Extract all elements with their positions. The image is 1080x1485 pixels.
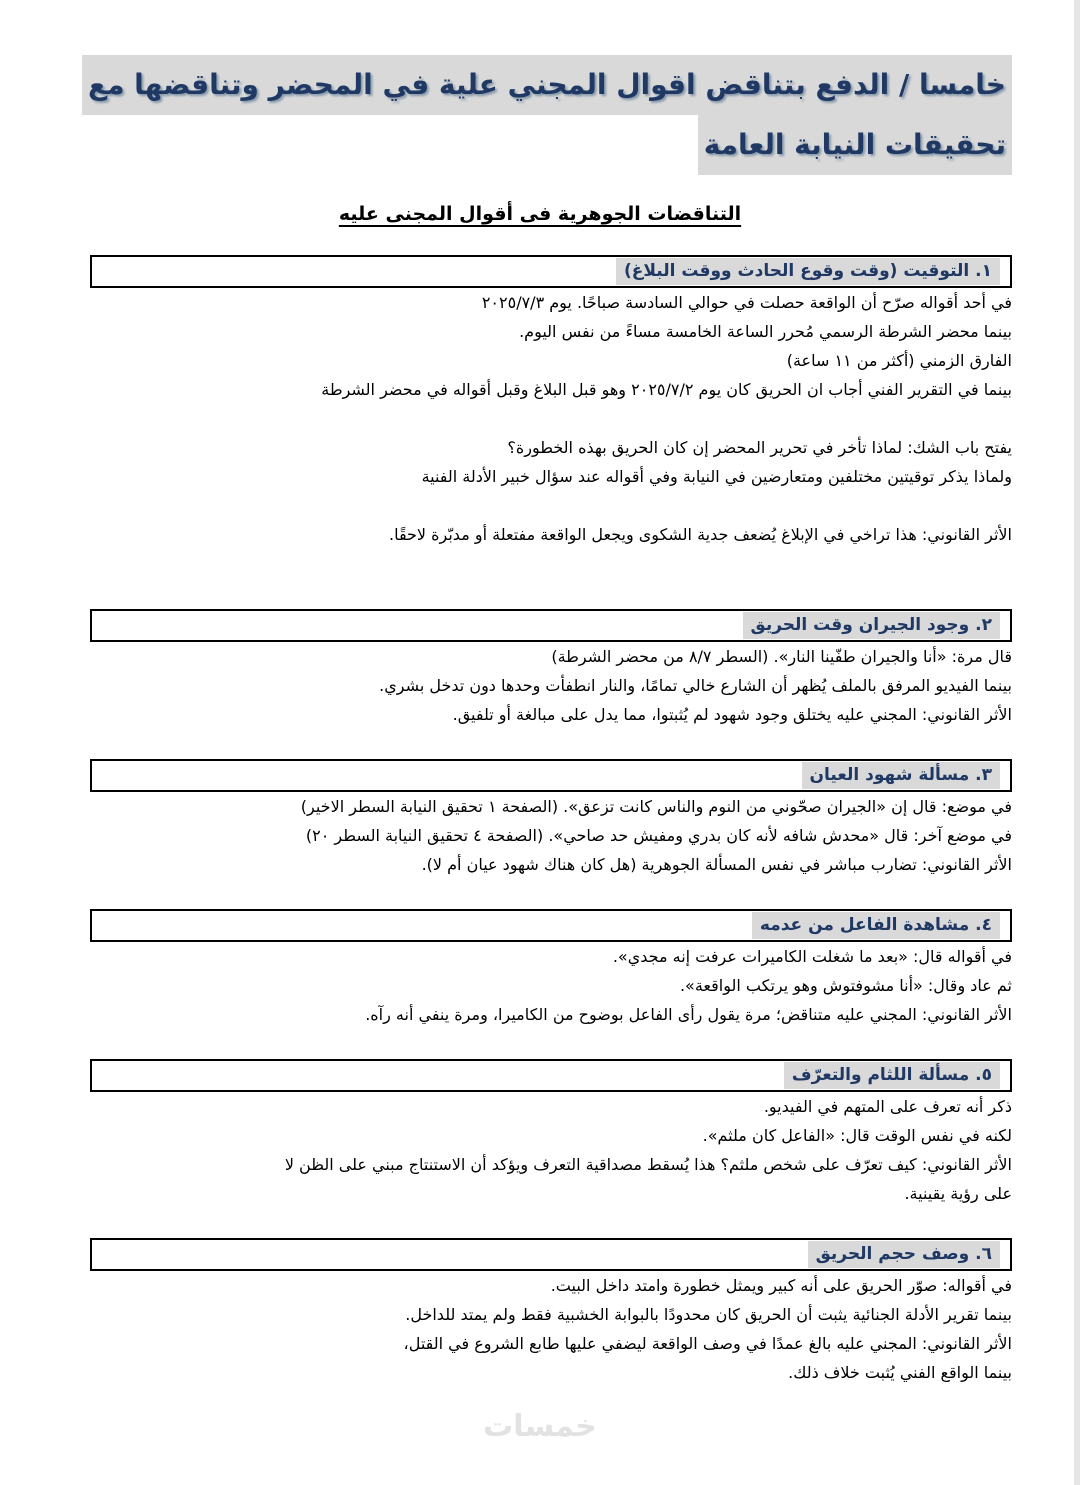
section-body	[68, 642, 1012, 729]
body-line: في أقواله: صوّر الحريق على أنه كبير ويمثل خطورة وامتد داخل البيت.	[550, 1276, 1012, 1295]
body-line: الأثر القانوني: تضارب مباشر في نفس المسألة الجوهرية (هل كان هناك شهود عيان أم لا).	[421, 855, 1012, 874]
body-line: الأثر القانوني: هذا تراخي في الإبلاغ يُضعف جدية الشكوى ويجعل الواقعة مفتعلة أو مدبّرة لاحقًا.	[388, 525, 1012, 544]
body-line: على رؤية يقينية.	[904, 1184, 1012, 1203]
section-2	[68, 609, 1012, 729]
body-line: ثم عاد وقال: «أنا مشوفتوش وهو يرتكب الواقعة».	[679, 976, 1012, 995]
body-line: الأثر القانوني: المجني عليه بالغ عمدًا في وصف الواقعة ليضفي عليها طابع الشروع في القتل،	[403, 1334, 1012, 1353]
body-line: الفارق الزمني (أكثر من ١١ ساعة)	[786, 351, 1012, 370]
section-heading: ٣. مسألة شهود العيان	[802, 762, 1000, 789]
section-heading: ٦. وصف حجم الحريق	[808, 1241, 1000, 1268]
sections	[68, 255, 1012, 1387]
body-line: ذكر أنه تعرف على المتهم في الفيديو.	[763, 1097, 1012, 1116]
section-5	[68, 1059, 1012, 1208]
section-heading: ٢. وجود الجيران وقت الحريق	[743, 612, 1000, 639]
section-heading: ٥. مسألة اللثام والتعرّف	[784, 1062, 1000, 1089]
body-line: ولماذا يذكر توقيتين مختلفين ومتعارضين في النيابة وفي أقواله عند سؤال خبير الأدلة الفنية	[421, 467, 1012, 486]
section-6	[68, 1238, 1012, 1387]
section-heading-box	[90, 1238, 1012, 1271]
body-line: قال مرة: «أنا والجيران طفّينا النار». (السطر ٨/٧ من محضر الشرطة)	[551, 647, 1012, 666]
body-line: الأثر القانوني: المجني عليه متناقض؛ مرة يقول رأى الفاعل بوضوح من الكاميرا، ومرة ينفي أنه رآه.	[365, 1005, 1012, 1024]
section-heading-box	[90, 1059, 1012, 1092]
subtitle: التناقضات الجوهرية فى أقوال المجنى عليه	[338, 203, 742, 225]
body-line: في موضع آخر: قال «محدش شافه لأنه كان بدري ومفيش حد صاحي». (الصفحة ٤ تحقيق النيابة السطر ٢٠)	[305, 826, 1012, 845]
section-heading: ١. التوقيت (وقت وقوع الحادث ووقت البلاغ)	[616, 258, 1000, 285]
section-body	[68, 1271, 1012, 1387]
body-line: الأثر القانوني: المجني عليه يختلق وجود شهود لم يُثبتوا، مما يدل على مبالغة أو تلفيق.	[452, 705, 1012, 724]
section-4	[68, 909, 1012, 1029]
watermark: خمسات	[483, 1409, 597, 1444]
body-line: بينما الواقع الفني يُثبت خلاف ذلك.	[788, 1363, 1012, 1382]
page-edge	[1074, 0, 1080, 1485]
section-heading-box	[90, 255, 1012, 288]
body-line: الأثر القانوني: كيف تعرّف على شخص ملثم؟ هذا يُسقط مصداقية التعرف ويؤكد أن الاستنتاج مبني على الظن لا	[284, 1155, 1012, 1174]
section-heading-box	[90, 609, 1012, 642]
section-heading-box	[90, 759, 1012, 792]
body-line: بينما في التقرير الفني أجاب ان الحريق كان يوم ٢٠٢٥/٧/٢ وهو قبل البلاغ وقبل أقواله في محضر الشرطة	[321, 380, 1012, 399]
main-title-line2: تحقيقات النيابة العامة	[698, 115, 1012, 175]
body-line: بينما تقرير الأدلة الجنائية يثبت أن الحريق كان محدودًا بالبوابة الخشبية فقط ولم يمتد للداخل.	[405, 1305, 1012, 1324]
section-body	[68, 792, 1012, 879]
body-line	[68, 491, 1012, 520]
body-line: لكنه في نفس الوقت قال: «الفاعل كان ملثم».	[702, 1126, 1012, 1145]
body-line: بينما محضر الشرطة الرسمي مُحرر الساعة الخامسة مساءً من نفس اليوم.	[519, 322, 1012, 341]
section-body	[68, 288, 1012, 549]
body-line: بينما الفيديو المرفق بالملف يُظهر أن الشارع خالي تمامًا، والنار انطفأت وحدها دون تدخل بشري.	[379, 676, 1012, 695]
body-line: في أحد أقواله صرّح أن الواقعة حصلت في حوالي السادسة صباحًا. يوم ٢٠٢٥/٧/٣	[481, 293, 1012, 312]
main-title-line1: خامسا / الدفع بتناقض اقوال المجني علية في المحضر وتناقضها مع	[82, 55, 1012, 115]
section-1	[68, 255, 1012, 549]
section-heading-box	[90, 909, 1012, 942]
body-line: يفتح باب الشك: لماذا تأخر في تحرير المحضر إن كان الحريق بهذه الخطورة؟	[507, 438, 1012, 457]
section-body	[68, 942, 1012, 1029]
body-line	[68, 404, 1012, 433]
main-title	[68, 55, 1012, 175]
section-heading: ٤. مشاهدة الفاعل من عدمه	[752, 912, 1000, 939]
body-line: في موضع: قال إن «الجيران صحّوني من النوم والناس كانت تزعق». (الصفحة ١ تحقيق النيابة السطر الاخير)	[300, 797, 1012, 816]
section-3	[68, 759, 1012, 879]
body-line: في أقواله قال: «بعد ما شغلت الكاميرات عرفت إنه مجدي».	[612, 947, 1012, 966]
section-body	[68, 1092, 1012, 1208]
